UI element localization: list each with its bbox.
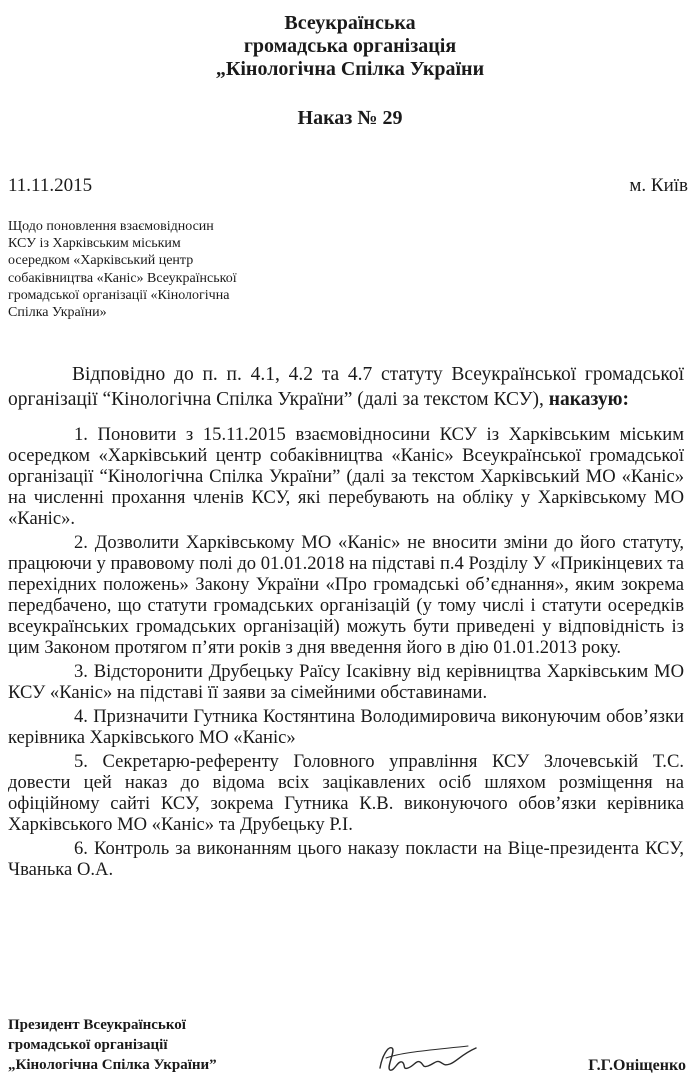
subject-line: собаківництва «Каніс» Всеукраїнської	[8, 270, 237, 286]
order-item-4: 4. Призначити Гутника Костянтина Володимировича виконуючим обов’язки керівника Харківського МО «Каніс»	[8, 706, 684, 748]
signer-name: Г.Г.Оніщенко	[588, 1057, 686, 1074]
header-line-3: „Кінологічна Спілка України	[215, 58, 485, 80]
order-title: Наказ № 29	[297, 107, 403, 129]
order-date: 11.11.2015	[8, 175, 93, 196]
order-city: м. Київ	[629, 175, 688, 196]
header-line-2: громадська організація	[243, 35, 457, 57]
subject-line: КСУ із Харківським міським	[8, 236, 181, 252]
intro-paragraph	[8, 362, 684, 412]
subject-line: громадської організації «Кінологічна	[8, 287, 230, 303]
intro-order-word: наказую:	[548, 389, 630, 410]
order-item-2: 2. Дозволити Харківському МО «Каніс» не вносити зміни до його статуту, працюючи у правовому полі до 01.01.2018 на підставі п.4 Розділу У «Прикінцевих та перехідних положень» Закону України «Про громадські об’єднання», яким зокрема передбачено, що статути громадських організацій (у тому числі і статути осередків всеукраїнських громадських організацій) можуть бути приведені у відповідність із цим Законом протягом п’яти років з дня введення його в дію 01.01.2013 року.	[8, 532, 684, 658]
intro-text: Відповідно до п. п. 4.1, 4.2 та 4.7 статуту Всеукраїнської громадської організації “Кінологічна Спілка України” (далі за текстом КСУ),	[8, 364, 684, 410]
signature-title-line-1: Президент Всеукраїнської	[8, 1017, 186, 1033]
order-item-6: 6. Контроль за виконанням цього наказу покласти на Віце-президента КСУ, Чванька О.А.	[8, 838, 684, 880]
organization-header	[0, 12, 700, 81]
subject-line: Щодо поновлення взаємовідносин	[8, 219, 214, 234]
order-subject	[8, 218, 278, 321]
order-item-1: 1. Поновити з 15.11.2015 взаємовідносини КСУ із Харківським міським осередком «Харківський центр собаківництва «Каніс» Всеукраїнської громадської організації “Кінологічна Спілка України” (далі за текстом Харківський МО «Каніс» на численні прохання членів КСУ, які перебувають на обліку у Харківському МО «Каніс».	[8, 424, 684, 529]
handwritten-signature	[372, 1038, 482, 1078]
subject-line: осередком «Харківський центр	[8, 253, 194, 269]
order-item-3: 3. Відсторонити Друбецьку Раїсу Ісаківну від керівництва Харківським МО КСУ «Каніс» на підставі її заяви за сімейними обставинами.	[8, 661, 684, 703]
signature-block	[8, 1015, 217, 1075]
signature-title-line-2: громадської організації	[8, 1037, 168, 1053]
signature-title-line-3: „Кінологічна Спілка України”	[8, 1057, 217, 1073]
subject-line: Спілка України»	[8, 305, 107, 321]
header-line-1: Всеукраїнська	[284, 12, 416, 34]
order-item-5: 5. Секретарю-референту Головного управління КСУ Злочевській Т.С. довести цей наказ до відома всіх зацікавлених осіб шляхом розміщення на офіційному сайті КСУ, зокрема Гутника К.В. виконуючого обов’язки керівника Харківського МО «Каніс» та Друбецьку Р.І.	[8, 751, 684, 835]
order-body	[8, 362, 684, 883]
